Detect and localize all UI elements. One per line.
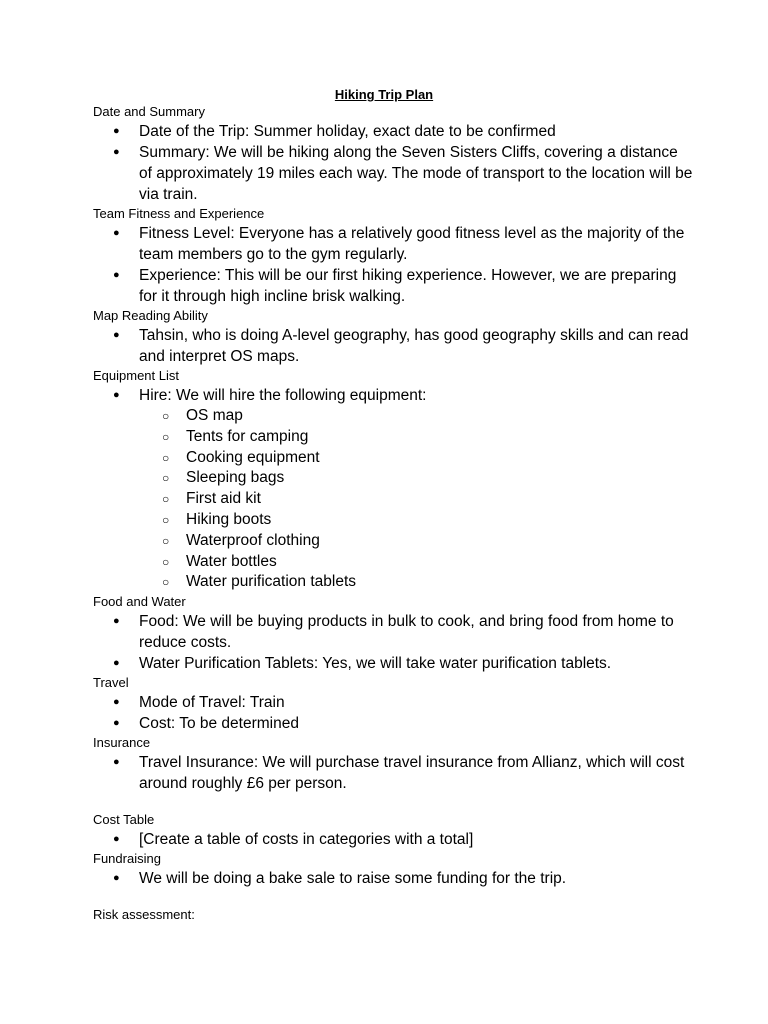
list-item: ● We will be doing a bake sale to raise some funding for the trip. [93, 868, 693, 889]
list-item: ● Mode of Travel: Train [93, 692, 693, 713]
food-list [93, 611, 693, 674]
section-heading-map: Map Reading Ability [93, 308, 208, 323]
insurance-list [93, 752, 693, 794]
sub-list-item: ○ Water purification tablets [139, 572, 693, 593]
sub-list-item: ○ Cooking equipment [139, 448, 693, 469]
list-item: ● Cost: To be determined [93, 713, 693, 734]
list-item: ● Water Purification Tablets: Yes, we will take water purification tablets. [93, 653, 693, 674]
section-heading-travel: Travel [93, 675, 129, 691]
list-item [93, 385, 693, 593]
list-item: ● [Create a table of costs in categories with a total] [93, 829, 693, 850]
fitness-list [93, 223, 693, 307]
section-heading-date-summary: Date and Summary [93, 104, 205, 119]
list-item: ● Experience: This will be our first hiking experience. However, we are preparing for it through high incline brisk walking. [93, 265, 693, 307]
fundraising-list [93, 868, 693, 889]
list-item: ● Food: We will be buying products in bulk to cook, and bring food from home to reduce costs. [93, 611, 693, 653]
equipment-list [93, 385, 693, 593]
section-heading-fundraising: Fundraising [93, 851, 161, 867]
list-item: ● Tahsin, who is doing A-level geography, has good geography skills and can read and interpret OS maps. [93, 325, 693, 367]
sub-list-item: ○ First aid kit [139, 489, 693, 510]
section-heading-fitness: Team Fitness and Experience [93, 206, 265, 221]
document-body [93, 103, 693, 924]
travel-list [93, 692, 693, 734]
sub-list-item: ○ OS map [139, 406, 693, 427]
equipment-sub-list [139, 406, 693, 593]
hire-label: Hire: We will hire the following equipment: [139, 387, 427, 404]
section-heading-cost-table: Cost Table [93, 812, 155, 828]
sub-list-item: ○ Water bottles [139, 552, 693, 573]
list-item: ● Travel Insurance: We will purchase travel insurance from Allianz, which will cost around roughly £6 per person. [93, 752, 693, 794]
section-heading-food: Food and Water [93, 594, 186, 610]
list-item: ● Date of the Trip: Summer holiday, exact date to be confirmed [93, 121, 693, 142]
date-summary-list [93, 121, 693, 205]
sub-list-item: ○ Waterproof clothing [139, 531, 693, 552]
cost-table-list [93, 829, 693, 850]
list-item: ● Summary: We will be hiking along the Seven Sisters Cliffs, covering a distance of approximately 19 miles each way. The mode of transport to the location will be via train. [93, 142, 693, 205]
section-heading-insurance: Insurance [93, 735, 151, 751]
sub-list-item: ○ Hiking boots [139, 510, 693, 531]
list-item: ● Fitness Level: Everyone has a relatively good fitness level as the majority of the team members go to the gym regularly. [93, 223, 693, 265]
map-list [93, 325, 693, 367]
sub-list-item: ○ Tents for camping [139, 427, 693, 448]
section-heading-risk: Risk assessment: [93, 907, 195, 923]
spacer [93, 889, 693, 906]
document-title: Hiking Trip Plan [334, 87, 434, 102]
section-heading-equipment: Equipment List [93, 368, 179, 383]
sub-list-item: ○ Sleeping bags [139, 468, 693, 489]
spacer [93, 794, 693, 811]
